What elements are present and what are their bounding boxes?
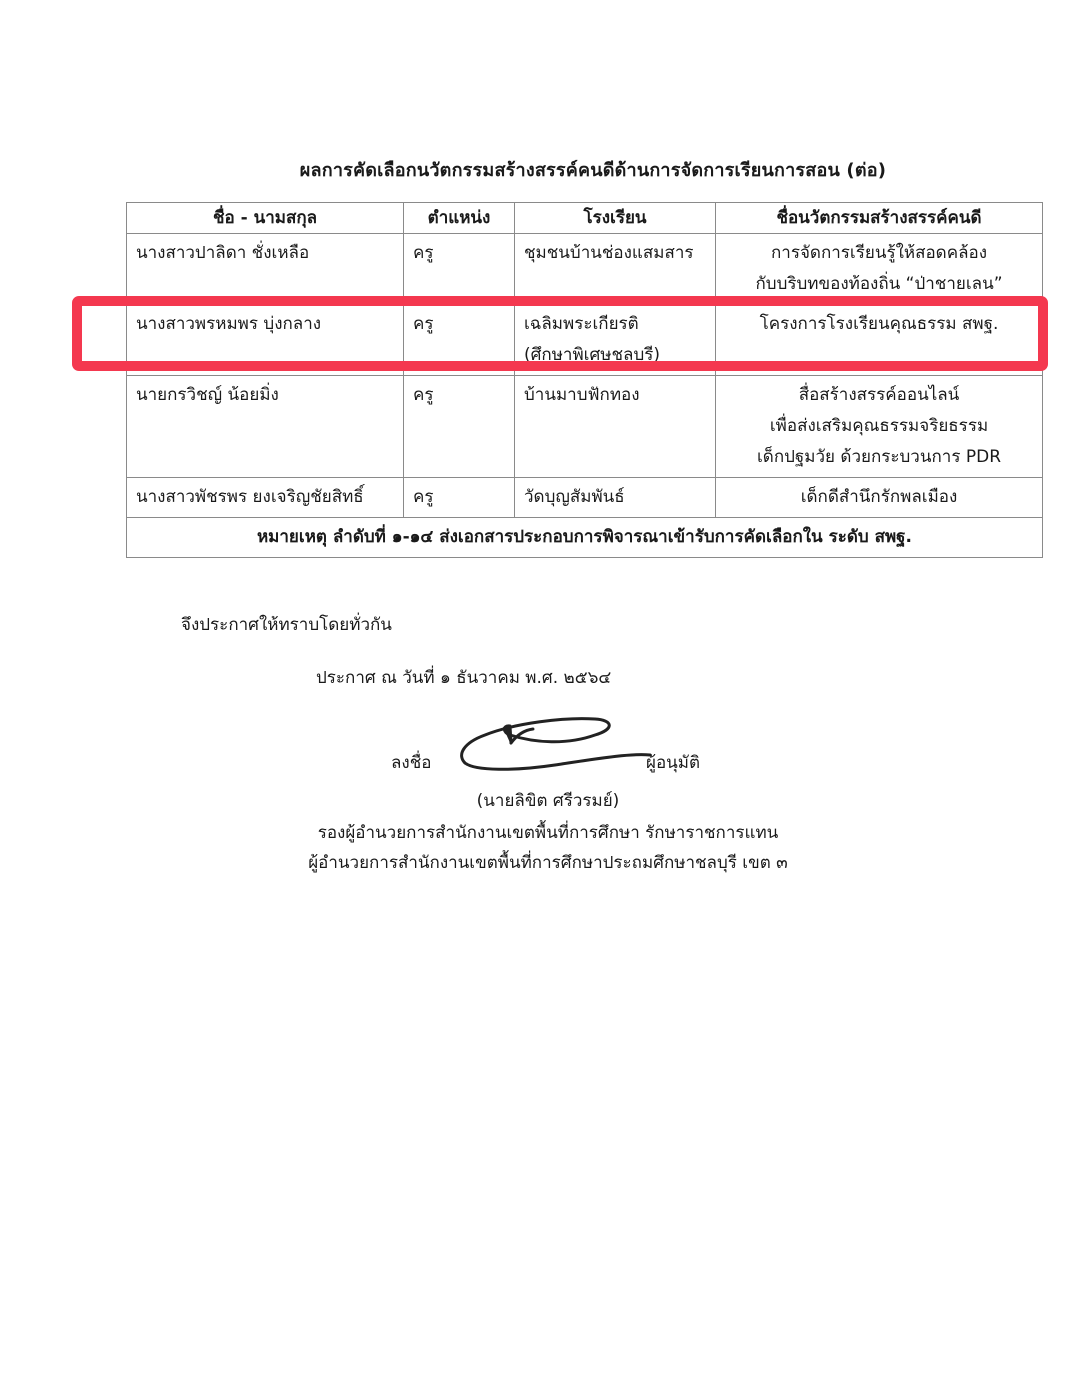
cell-innovation [716,376,1043,478]
school-line: บ้านมาบฟักทอง [524,385,640,405]
cell-school [515,376,716,478]
cell-position: ครู [404,305,515,376]
approver-label: ผู้อนุมัติ [646,753,701,773]
table-header-row [127,203,1043,234]
innovation-line: เพื่อส่งเสริมคุณธรรมจริยธรรม [769,416,989,436]
cell-name: นายกรวิชญ์ น้อยมิ่ง [127,376,404,478]
table-row [127,376,1043,478]
school-line: วัดบุญสัมพันธ์ [524,487,625,507]
cell-innovation [716,305,1043,376]
innovation-line: เด็กดีสำนึกรักพลเมือง [800,487,958,507]
cell-innovation [716,478,1043,518]
cell-position: ครู [404,234,515,305]
header-position: ตำแหน่ง [404,203,515,234]
results-table [126,202,1043,558]
innovation-line: กับบริบทของท้องถิ่น “ป่าชายเลน” [755,274,1003,294]
school-line: ชุมชนบ้านช่องแสมสาร [524,243,694,263]
header-innovation: ชื่อนวัตกรรมสร้างสรรค์คนดี [716,203,1043,234]
announcement-date: ประกาศ ณ วันที่ ๑ ธันวาคม พ.ศ. ๒๕๖๔ [316,668,612,688]
table-row [127,305,1043,376]
innovation-line: โครงการโรงเรียนคุณธรรม สพฐ. [759,314,999,334]
cell-name: นางสาวปาลิดา ชั่งเหลือ [127,234,404,305]
school-line: เฉลิมพระเกียรติ [524,314,639,334]
cell-name: นางสาวพัชรพร ยงเจริญชัยสิทธิ์ [127,478,404,518]
header-school: โรงเรียน [515,203,716,234]
cell-school [515,234,716,305]
cell-name: นางสาวพรหมพร บุ่งกลาง [127,305,404,376]
cell-position: ครู [404,376,515,478]
innovation-line: สื่อสร้างสรรค์ออนไลน์ [798,385,960,405]
document-title: ผลการคัดเลือกนวัตกรรมสร้างสรรค์คนดีด้านการจัดการเรียนการสอน (ต่อ) [299,160,887,181]
signatory-title-line2: ผู้อำนวยการสำนักงานเขตพื้นที่การศึกษาประถมศึกษาชลบุรี เขต ๓ [308,853,788,873]
cell-position: ครู [404,478,515,518]
school-line: (ศึกษาพิเศษชลบุรี) [524,345,660,365]
table-note-row [127,518,1043,558]
table-row [127,478,1043,518]
table-note: หมายเหตุ ลำดับที่ ๑-๑๔ ส่งเอกสารประกอบการพิจารณาเข้ารับการคัดเลือกใน ระดับ สพฐ. [127,518,1043,558]
signatory-name: (นายลิขิต ศรีวรมย์) [476,791,620,811]
innovation-line: เด็กปฐมวัย ด้วยกระบวนการ PDR [756,447,1002,467]
announcement-text: จึงประกาศให้ทราบโดยทั่วกัน [181,615,392,635]
cell-innovation [716,234,1043,305]
innovation-line: การจัดการเรียนรู้ให้สอดคล้อง [770,243,988,263]
handwritten-signature [455,705,660,777]
table-row [127,234,1043,305]
header-name: ชื่อ - นามสกุล [127,203,404,234]
cell-school [515,478,716,518]
sign-label: ลงชื่อ [391,753,432,773]
signatory-title-line1: รองผู้อำนวยการสำนักงานเขตพื้นที่การศึกษา รักษาราชการแทน [317,823,779,843]
cell-school [515,305,716,376]
